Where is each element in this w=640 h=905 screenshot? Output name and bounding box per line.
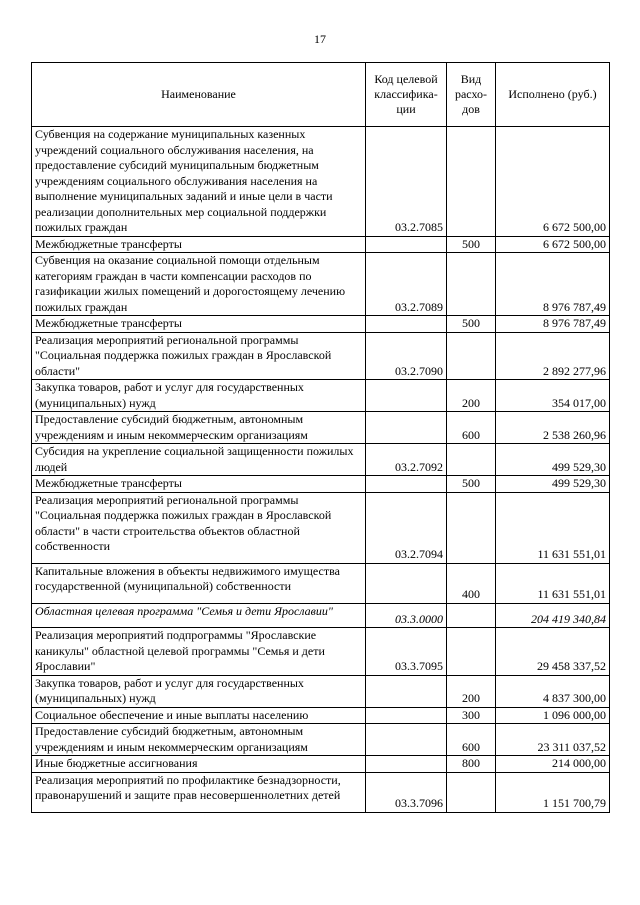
cell-code <box>366 236 447 253</box>
cell-code <box>366 724 447 756</box>
cell-sum: 4 837 300,00 <box>496 675 610 707</box>
cell-sum: 1 096 000,00 <box>496 707 610 724</box>
cell-name: Предоставление субсидий бюджетным, автономным учреждениям и иным некоммерческим организациям <box>32 724 366 756</box>
cell-sum: 2 892 277,96 <box>496 332 610 380</box>
table-row <box>32 253 610 316</box>
table-row <box>32 412 610 444</box>
cell-code: 03.2.7085 <box>366 127 447 237</box>
cell-type: 600 <box>447 412 496 444</box>
cell-name: Иные бюджетные ассигнования <box>32 756 366 773</box>
cell-sum: 29 458 337,52 <box>496 628 610 676</box>
cell-code <box>366 675 447 707</box>
table-row <box>32 492 610 563</box>
cell-type: 300 <box>447 707 496 724</box>
cell-sum: 11 631 551,01 <box>496 563 610 603</box>
header-sum: Исполнено (руб.) <box>496 63 610 127</box>
cell-sum: 499 529,30 <box>496 444 610 476</box>
cell-code: 03.3.0000 <box>366 603 447 628</box>
header-type: Вид расхо-дов <box>447 63 496 127</box>
cell-sum: 499 529,30 <box>496 476 610 493</box>
cell-name: Закупка товаров, работ и услуг для государственных (муниципальных) нужд <box>32 675 366 707</box>
table-row <box>32 380 610 412</box>
cell-type <box>447 127 496 237</box>
table-row <box>32 675 610 707</box>
cell-code <box>366 563 447 603</box>
cell-name: Субвенция на содержание муниципальных казенных учреждений социального обслуживания населения, на предоставление субсидий муниципальным бюджетным учреждениям социального обслуживания населения на выполнение муниципальных заданий и иные цели в части реализации дополнительных мер социальной поддержки пожилых граждан <box>32 127 366 237</box>
cell-sum: 354 017,00 <box>496 380 610 412</box>
cell-type: 600 <box>447 724 496 756</box>
cell-sum: 6 672 500,00 <box>496 127 610 237</box>
cell-name: Реализация мероприятий региональной программы "Социальная поддержка пожилых граждан в Ярославской области" <box>32 332 366 380</box>
cell-code <box>366 316 447 333</box>
table-row <box>32 332 610 380</box>
cell-name: Предоставление субсидий бюджетным, автономным учреждениям и иным некоммерческим организациям <box>32 412 366 444</box>
page-number: 17 <box>314 32 326 46</box>
cell-name: Межбюджетные трансферты <box>32 236 366 253</box>
table-header <box>32 63 610 127</box>
cell-name: Реализация мероприятий региональной программы "Социальная поддержка пожилых граждан в Ярославской области" в части строительства объектов областной собственности <box>32 492 366 563</box>
cell-code: 03.2.7090 <box>366 332 447 380</box>
cell-sum: 11 631 551,01 <box>496 492 610 563</box>
cell-sum: 204 419 340,84 <box>496 603 610 628</box>
table-row <box>32 724 610 756</box>
table-body <box>32 127 610 813</box>
cell-type <box>447 332 496 380</box>
cell-name: Межбюджетные трансферты <box>32 476 366 493</box>
cell-type: 500 <box>447 476 496 493</box>
cell-sum: 8 976 787,49 <box>496 253 610 316</box>
table-row <box>32 444 610 476</box>
table-row <box>32 772 610 812</box>
cell-code <box>366 756 447 773</box>
table-row <box>32 316 610 333</box>
table-row <box>32 756 610 773</box>
table-row <box>32 563 610 603</box>
cell-sum: 1 151 700,79 <box>496 772 610 812</box>
cell-name: Межбюджетные трансферты <box>32 316 366 333</box>
cell-type: 500 <box>447 316 496 333</box>
cell-type <box>447 253 496 316</box>
table-row <box>32 628 610 676</box>
cell-sum: 2 538 260,96 <box>496 412 610 444</box>
cell-type <box>447 603 496 628</box>
cell-name: Капитальные вложения в объекты недвижимого имущества государственной (муниципальной) собственности <box>32 563 366 603</box>
cell-code: 03.2.7092 <box>366 444 447 476</box>
cell-sum: 6 672 500,00 <box>496 236 610 253</box>
cell-code: 03.3.7095 <box>366 628 447 676</box>
cell-type <box>447 772 496 812</box>
cell-name: Областная целевая программа "Семья и дети Ярославии" <box>32 603 366 628</box>
cell-code <box>366 412 447 444</box>
table-row <box>32 603 610 628</box>
header-name: Наименование <box>32 63 366 127</box>
budget-table <box>31 62 610 813</box>
table-row <box>32 476 610 493</box>
table-row <box>32 707 610 724</box>
cell-name: Реализация мероприятий по профилактике безнадзорности, правонарушений и защите прав несовершеннолетних детей <box>32 772 366 812</box>
cell-type <box>447 492 496 563</box>
header-code: Код целевой классифика-ции <box>366 63 447 127</box>
cell-code: 03.2.7089 <box>366 253 447 316</box>
cell-type: 400 <box>447 563 496 603</box>
cell-type: 200 <box>447 380 496 412</box>
cell-type <box>447 444 496 476</box>
cell-type: 800 <box>447 756 496 773</box>
cell-sum: 23 311 037,52 <box>496 724 610 756</box>
cell-type <box>447 628 496 676</box>
cell-name: Реализация мероприятий подпрограммы "Ярославские каникулы" областной целевой программы "Семья и дети Ярославии" <box>32 628 366 676</box>
cell-name: Субвенция на оказание социальной помощи отдельным категориям граждан в части компенсации расходов по газификации жилых помещений и дорогостоящему лечению пожилых граждан <box>32 253 366 316</box>
table-row <box>32 236 610 253</box>
cell-code: 03.2.7094 <box>366 492 447 563</box>
cell-name: Субсидия на укрепление социальной защищенности пожилых людей <box>32 444 366 476</box>
cell-sum: 214 000,00 <box>496 756 610 773</box>
cell-code <box>366 476 447 493</box>
cell-code <box>366 707 447 724</box>
cell-sum: 8 976 787,49 <box>496 316 610 333</box>
table-row <box>32 127 610 237</box>
cell-code <box>366 380 447 412</box>
cell-type: 200 <box>447 675 496 707</box>
cell-code: 03.3.7096 <box>366 772 447 812</box>
cell-type: 500 <box>447 236 496 253</box>
cell-name: Закупка товаров, работ и услуг для государственных (муниципальных) нужд <box>32 380 366 412</box>
cell-name: Социальное обеспечение и иные выплаты населению <box>32 707 366 724</box>
